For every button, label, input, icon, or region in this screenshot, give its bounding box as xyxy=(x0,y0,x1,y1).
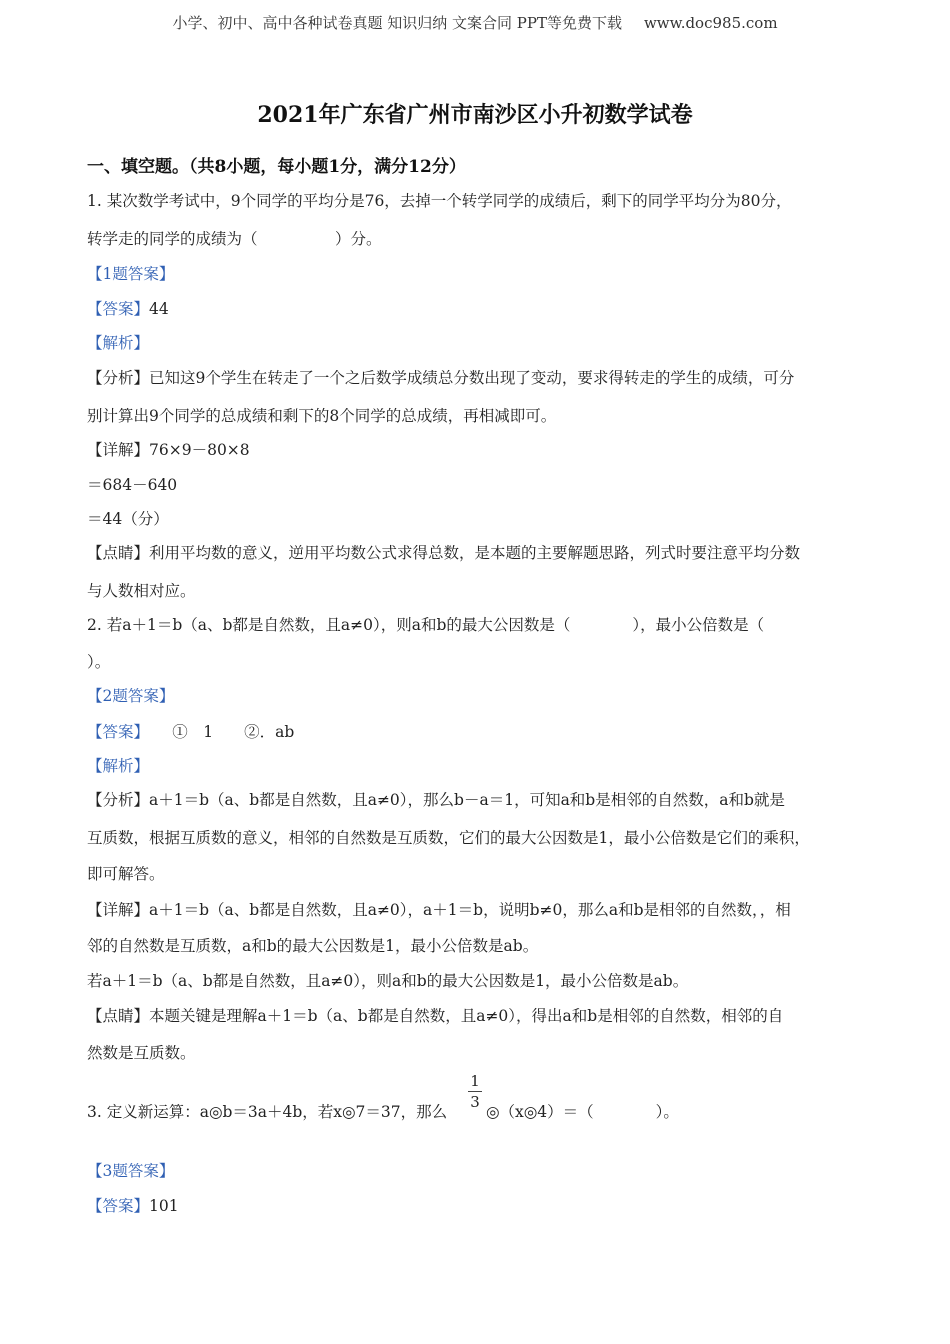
q2-detail-line1 xyxy=(87,898,791,920)
answer-tag: 【答案】 xyxy=(87,723,142,741)
q3-line-part-a: 3. 定义新运算：a◎b＝3a＋4b，若x◎7＝37，那么 xyxy=(87,1103,448,1121)
detail-tag: 【详解】 xyxy=(87,441,150,459)
page-header xyxy=(0,12,950,33)
q2-answer xyxy=(87,720,294,742)
fraction-numerator: 1 xyxy=(470,1072,480,1090)
q2-line2: ）。 xyxy=(87,653,111,671)
header-site-link[interactable]: www.doc985.com xyxy=(643,14,778,32)
q2-detail-line2: 邻的自然数是互质数，a和b的最大公因数是1，最小公倍数是ab。 xyxy=(87,937,539,955)
q1-line1: 1. 某次数学考试中，9个同学的平均分是76，去掉一个转学同学的成绩后，剩下的同学平均分为80分， xyxy=(87,192,792,210)
comment-tag: 【点睛】 xyxy=(87,544,150,562)
q1-jiexi-heading: 【解析】 xyxy=(87,334,150,352)
analysis-tag: 【分析】 xyxy=(87,369,150,387)
q1-analysis-line2: 别计算出9个同学的总成绩和剩下的8个同学的总成绩，再相减即可。 xyxy=(87,407,557,425)
q3-line-part-b: ◎（x◎4）＝（ ）。 xyxy=(486,1103,679,1121)
section-heading: 一、填空题。（共8小题，每小题1分，满分12分） xyxy=(87,157,466,177)
answer-tag: 【答案】 xyxy=(87,300,150,318)
q2-line1: 2. 若a＋1＝b（a、b都是自然数，且a≠0），则a和b的最大公因数是（ ），最小公倍数是（ xyxy=(87,616,765,634)
fraction-denominator: 3 xyxy=(470,1093,480,1111)
comment-tag: 【点睛】 xyxy=(87,1007,150,1025)
answer-value: 101 xyxy=(149,1197,179,1215)
q2-jiexi-heading: 【解析】 xyxy=(87,757,150,775)
q2-detail-line3: 若a＋1＝b（a、b都是自然数，且a≠0），则a和b的最大公因数是1，最小公倍数是ab。 xyxy=(87,972,689,990)
q2-analysis-line3: 即可解答。 xyxy=(87,865,165,883)
analysis-text: 已知这9个学生在转走了一个之后数学成绩总分数出现了变动，要求得转走的学生的成绩，可分 xyxy=(149,369,795,387)
q1-answer xyxy=(87,297,169,319)
analysis-tag: 【分析】 xyxy=(87,791,150,809)
q1-comment-line2: 与人数相对应。 xyxy=(87,582,196,600)
q2-analysis-line2: 互质数，根据互质数的意义，相邻的自然数是互质数，它们的最大公因数是1，最小公倍数是它们的乘积， xyxy=(87,829,810,847)
answer-value: 44 xyxy=(149,300,169,318)
q3-fraction xyxy=(468,1072,482,1111)
q3-answer xyxy=(87,1194,179,1216)
q2-answer-heading: 【2题答案】 xyxy=(87,687,175,705)
q1-line2: 转学走的同学的成绩为（ ）分。 xyxy=(87,230,382,248)
detail-text: 76×9－80×8 xyxy=(149,441,250,459)
q1-detail-line1 xyxy=(87,438,250,460)
comment-text: 本题关键是理解a＋1＝b（a、b都是自然数，且a≠0），得出a和b是相邻的自然数，相邻的自 xyxy=(149,1007,784,1025)
analysis-text: a＋1＝b（a、b都是自然数，且a≠0），那么b－a＝1，可知a和b是相邻的自然数，a和b就是 xyxy=(149,791,785,809)
q1-analysis-line1 xyxy=(87,366,794,388)
q1-comment-line1 xyxy=(87,541,800,563)
fraction-bar xyxy=(468,1091,482,1092)
detail-text: a＋1＝b（a、b都是自然数，且a≠0），a＋1＝b，说明b≠0，那么a和b是相邻的自然数，，相 xyxy=(149,901,791,919)
detail-tag: 【详解】 xyxy=(87,901,150,919)
q1-detail-line2: ＝684－640 xyxy=(87,476,178,494)
q1-answer-heading: 【1题答案】 xyxy=(87,265,175,283)
q2-comment-line2: 然数是互质数。 xyxy=(87,1044,196,1062)
answer-value: ① 1 ②．ab xyxy=(141,723,295,741)
q2-comment-line1 xyxy=(87,1004,783,1026)
q3-answer-heading: 【3题答案】 xyxy=(87,1162,175,1180)
page-title: 2021年广东省广州市南沙区小升初数学试卷 xyxy=(257,102,693,128)
header-text: 小学、初中、高中各种试卷真题 知识归纳 文案合同 PPT等免费下载 xyxy=(172,14,622,32)
answer-tag: 【答案】 xyxy=(87,1197,150,1215)
comment-text: 利用平均数的意义，逆用平均数公式求得总数，是本题的主要解题思路，列式时要注意平均分数 xyxy=(149,544,801,562)
q2-analysis-line1 xyxy=(87,788,785,810)
q1-detail-line3: ＝44（分） xyxy=(87,510,169,528)
